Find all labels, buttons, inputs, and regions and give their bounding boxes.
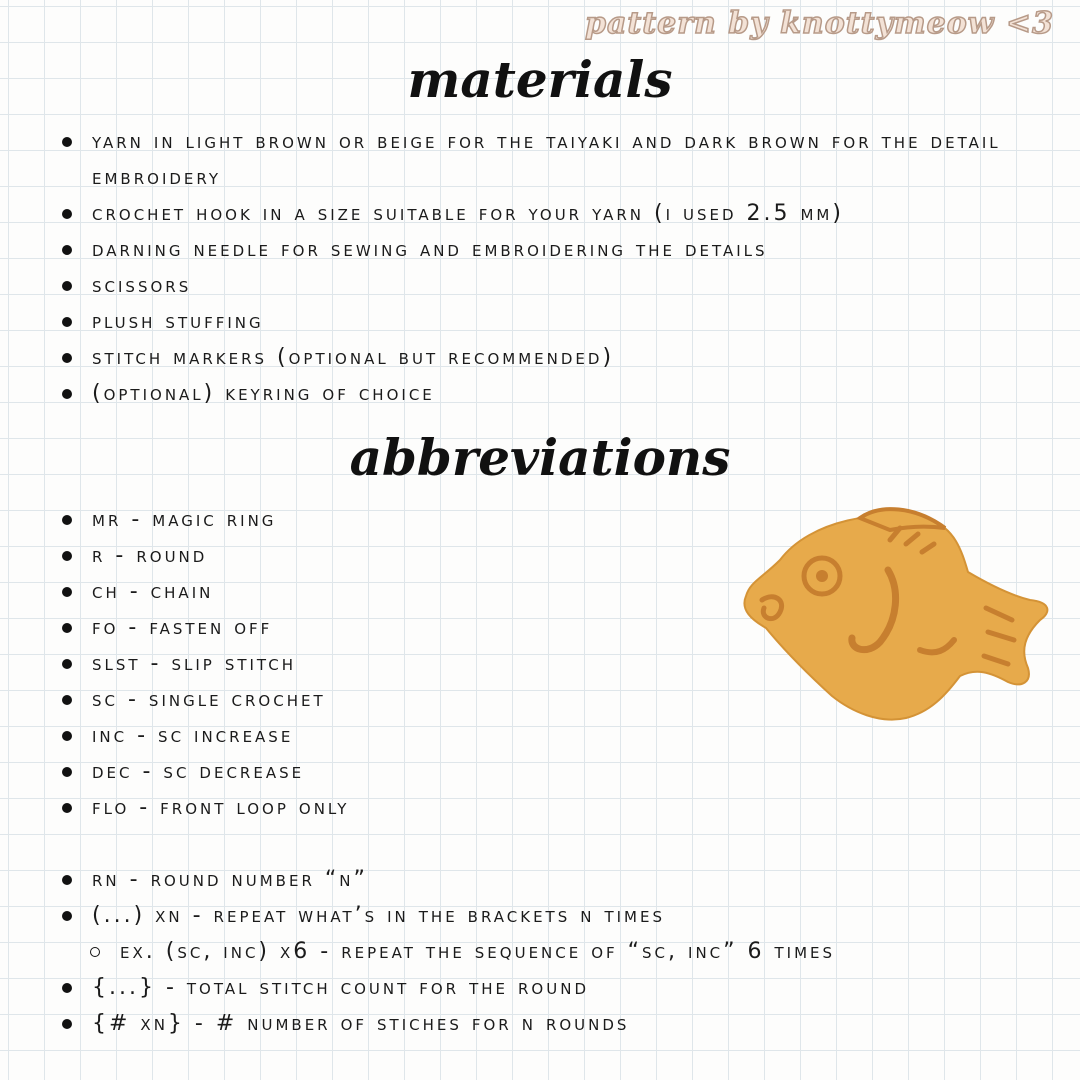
bullet-icon (62, 1019, 72, 1029)
list-item: darning needle for sewing and embroidering the details (60, 232, 1020, 268)
bullet-icon (62, 659, 72, 669)
list-item: (optional) keyring of choice (60, 376, 1020, 412)
list-item: fo - fasten off (60, 610, 720, 646)
bullet-icon (62, 695, 72, 705)
list-item: {# xn} - # number of stiches for n rounds (60, 1006, 1020, 1042)
bullet-icon (62, 875, 72, 885)
hollow-bullet-icon (90, 947, 100, 957)
bullet-icon (62, 245, 72, 255)
list-item: ch - chain (60, 574, 720, 610)
list-item: crochet hook in a size suitable for your yarn (i used 2.5 mm) (60, 196, 1020, 232)
list-item: slst - slip stitch (60, 646, 720, 682)
abbreviations-list (60, 502, 720, 826)
bullet-icon (62, 803, 72, 813)
list-item: r - round (60, 538, 720, 574)
list-item: {...} - total stitch count for the round (60, 970, 1020, 1006)
bullet-icon (62, 731, 72, 741)
bullet-icon (62, 353, 72, 363)
bullet-icon (62, 317, 72, 327)
bullet-icon (62, 623, 72, 633)
list-item: (...) xn - repeat what’s in the brackets n times (60, 898, 1020, 934)
sub-list (60, 934, 1020, 970)
list-item: rn - round number “n” (60, 862, 1020, 898)
abbreviations-heading: abbreviations (349, 428, 731, 487)
bullet-icon (62, 911, 72, 921)
bullet-icon (62, 551, 72, 561)
bullet-icon (62, 587, 72, 597)
bullet-icon (62, 983, 72, 993)
sub-list-container (60, 934, 1020, 970)
bullet-icon (62, 209, 72, 219)
list-item: plush stuffing (60, 304, 1020, 340)
list-item: yarn in light brown or beige for the taiyaki and dark brown for the detail embroidery (60, 124, 1020, 196)
list-item: inc - sc increase (60, 718, 720, 754)
list-item: scissors (60, 268, 1020, 304)
list-item: dec - sc decrease (60, 754, 720, 790)
list-item: mr - magic ring (60, 502, 720, 538)
bullet-icon (62, 515, 72, 525)
bullet-icon (62, 281, 72, 291)
pattern-credit: pattern by knottymeow <3 (584, 6, 1054, 41)
sub-list-item: ex. (sc, inc) x6 - repeat the sequence of “sc, inc” 6 times (60, 934, 1020, 970)
materials-heading: materials (407, 50, 673, 109)
list-item: sc - single crochet (60, 682, 720, 718)
list-item: flo - front loop only (60, 790, 720, 826)
bullet-icon (62, 389, 72, 399)
bullet-icon (62, 137, 72, 147)
list-item: stitch markers (optional but recommended) (60, 340, 1020, 376)
materials-list (60, 124, 1020, 412)
taiyaki-fish-icon (740, 500, 1056, 732)
bullet-icon (62, 767, 72, 777)
notation-list (60, 862, 1020, 1042)
